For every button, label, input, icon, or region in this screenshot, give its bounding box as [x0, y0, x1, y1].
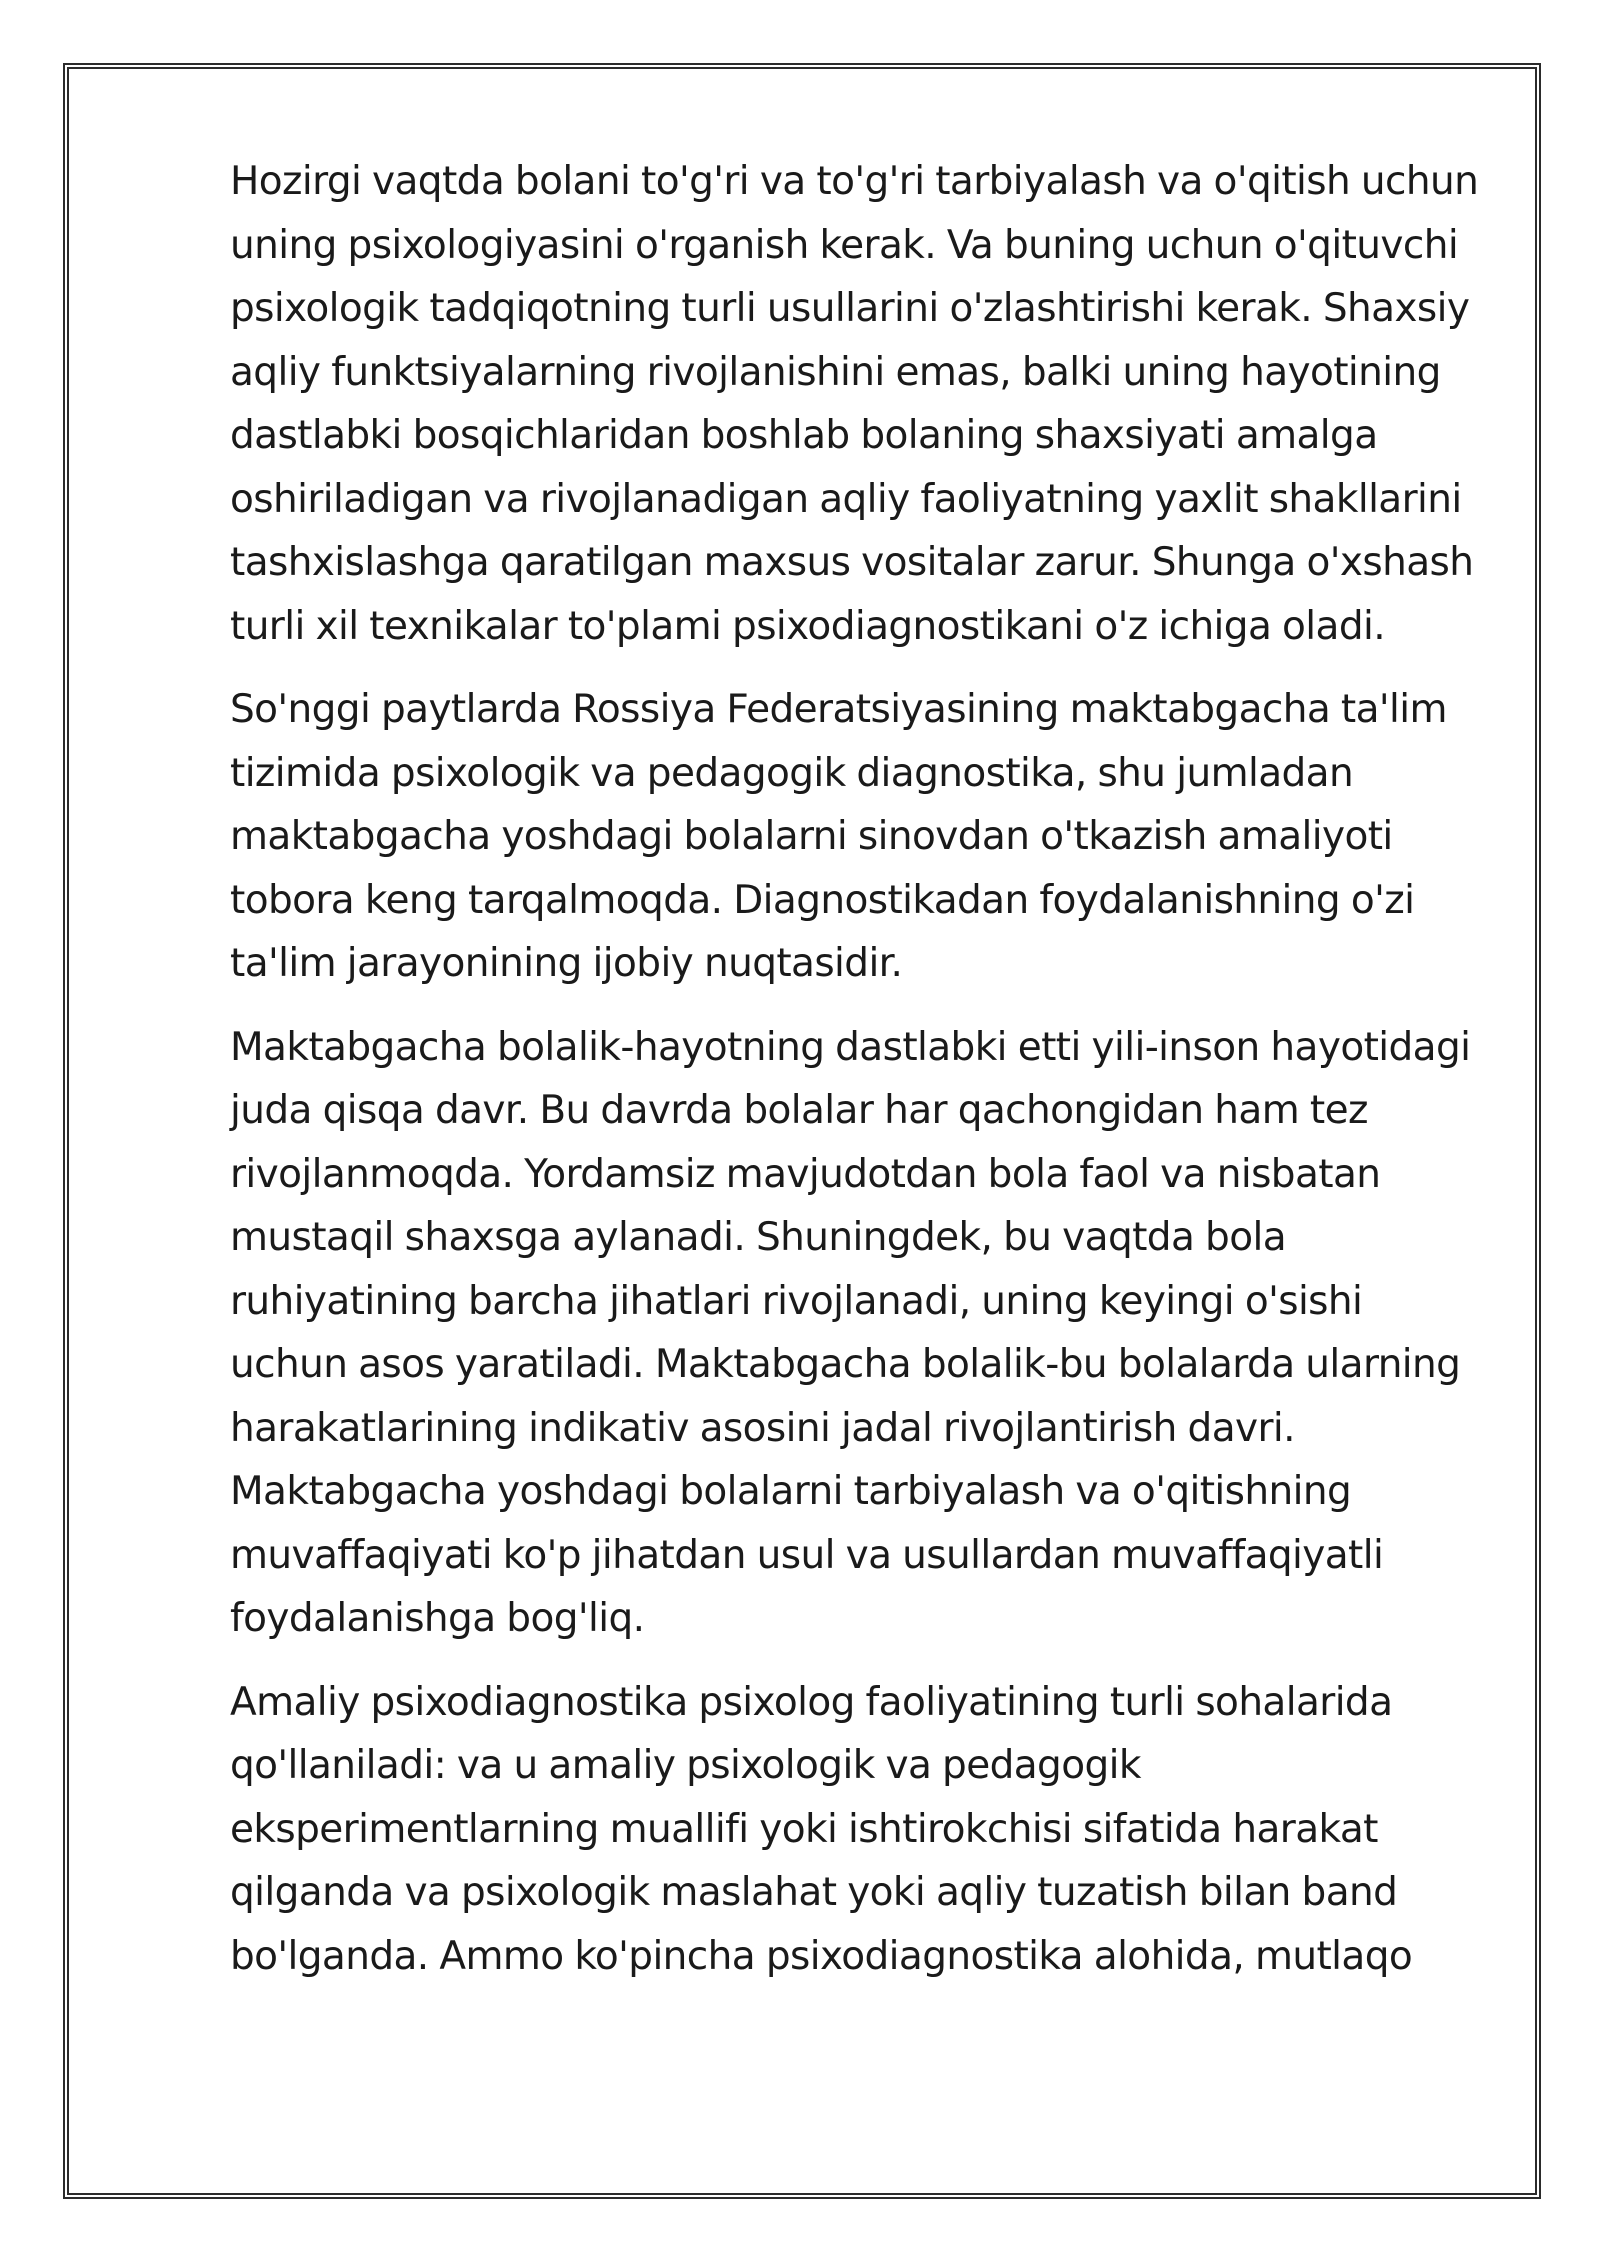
paragraph-1: Hozirgi vaqtda bolani to'g'ri va to'g'ri tarbiyalash va o'qitish uchun uning psixologiyasini o'rganish kerak. Va buning uchun o'qituvchi psixologik tadqiqotning turli usullarini o'zlashtirishi kerak. Shaxsiy aqliy funktsiyalarning rivojlanishini emas, balki uning hayotining dastlabki bosqichlaridan boshlab bolaning shaxsiyati amalga oshiriladigan va rivojlanadigan aqliy faoliyatning yaxlit shakllarini tashxislashga qaratilgan maxsus vositalar zarur. Shunga o'xshash turli xil texnikalar to'plami psixodiagnostikani o'z ichiga oladi. — [230, 159, 1479, 649]
document-body — [230, 150, 1490, 2008]
paragraph-2: So'nggi paytlarda Rossiya Federatsiyasining maktabgacha ta'lim tizimida psixologik va pedagogik diagnostika, shu jumladan maktabgacha yoshdagi bolalarni sinovdan o'tkazish amaliyoti tobora keng tarqalmoqda. Diagnostikadan foydalanishning o'zi ta'lim jarayonining ijobiy nuqtasidir. — [230, 687, 1447, 986]
paragraph-3: Maktabgacha bolalik-hayotning dastlabki etti yili-inson hayotidagi juda qisqa davr. Bu davrda bolalar har qachongidan ham tez rivojlanmoqda. Yordamsiz mavjudotdan bola faol va nisbatan mustaqil shaxsga aylanadi. Shuningdek, bu vaqtda bola ruhiyatining barcha jihatlari rivojlanadi, uning keyingi o'sishi uchun asos yaratiladi. Maktabgacha bolalik-bu bolalarda ularning harakatlarining indikativ asosini jadal rivojlantirish davri. Maktabgacha yoshdagi bolalarni tarbiyalash va o'qitishning muvaffaqiyati ko'p jihatdan usul va usullardan muvaffaqiyatli foydalanishga bog'liq. — [230, 1024, 1471, 1641]
paragraph-4: Amaliy psixodiagnostika psixolog faoliyatining turli sohalarida qo'llaniladi: va u amaliy psixologik va pedagogik eksperimentlarning muallifi yoki ishtirokchisi sifatida harakat qilganda va psixologik maslahat yoki aqliy tuzatish bilan band bo'lganda. Ammo ko'pincha psixodiagnostika alohida, mutlaqo — [230, 1679, 1413, 1979]
